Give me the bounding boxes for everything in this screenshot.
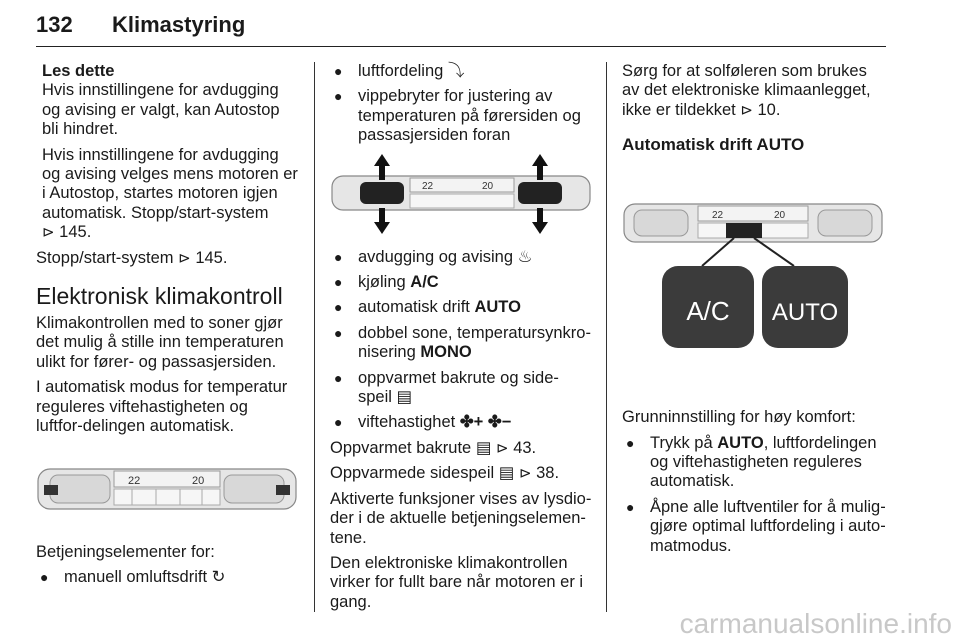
auto-mode-figure [622,192,884,382]
chapter-title: Klimastyring [112,12,246,37]
list-item: ● manuell omluftsdrift ↻ [40,567,226,586]
temperature-rocker-figure [330,154,592,234]
svg-text:20: 20 [482,180,494,192]
list-item: ● viftehastighet ✤+ ✤− [334,413,512,432]
svg-text:22: 22 [422,180,434,192]
note-box [36,62,298,243]
defrost-icon: ♨ [517,247,533,266]
svg-text:AUTO: AUTO [771,299,839,327]
list-item: ● vippebryter for justering av temperaturen på førersiden og passasjersiden foran [334,87,581,145]
column-divider [314,62,315,612]
page-header [36,6,886,47]
paragraph: Sørg for at solføleren som brukes av det elektroniske klimaanlegget, ikke er tildekket ⊳ 10. [622,62,871,119]
recirculation-icon: ↻ [211,567,226,586]
reference-arrow-icon: ⊳ [518,465,532,483]
list-item: ● automatisk drift AUTO [334,298,521,317]
paragraph: Den elektroniske klimakontrollen virker for fullt bare når motoren er i gang. [330,553,584,611]
paragraph: Grunninnstilling for høy komfort: [622,408,856,427]
list-item: ● Trykk på AUTO, luftfordelingen og viftehastigheten reguleres automatisk. [626,433,877,491]
paragraph: Betjeningselementer for: [36,542,215,561]
note-paragraph: Hvis innstillingene for avdugging og avising velges mens motoren er i Autostop, startes motoren igjen automatisk. Stopp/start-system ⊳ 145. [42,145,298,242]
column-1 [36,62,298,593]
column-2 [330,62,592,618]
reference-arrow-icon: ⊳ [740,101,753,119]
svg-text:A/C: A/C [686,296,730,327]
air-distribution-icon: ⤵ [447,62,465,80]
paragraph: Stopp/start-system ⊳ 145. [36,248,228,267]
reference-arrow-icon: ⊳ [178,249,191,267]
list-item: ● dobbel sone, temperatursynkro-nisering MONO [334,323,591,362]
paragraph: Oppvarmede sidespeil ▤ ⊳ 38. [330,464,560,483]
column-3 [622,62,887,562]
svg-text:20: 20 [192,474,205,487]
reference-arrow-icon: ⊳ [496,439,509,457]
svg-text:22: 22 [128,474,141,487]
paragraph: Oppvarmet bakrute ▤ ⊳ 43. [330,438,537,457]
reference-arrow-icon: ⊳ [42,224,55,242]
heated-rear-window-icon: ▤ [475,438,492,457]
fan-speed-icon: ✤+ ✤− [459,413,512,432]
svg-text:20: 20 [774,210,786,222]
climate-panel-figure [36,445,298,535]
list-item: ● oppvarmet bakrute og side-speil ▤ [334,368,559,407]
note-title: Les dette [42,62,115,80]
heated-mirror-icon: ▤ [498,464,515,483]
list-item: ● kjøling A/C [334,273,439,292]
svg-text:22: 22 [712,210,724,222]
page-number: 132 [36,12,73,37]
section-heading: Elektronisk klimakontroll [36,283,283,310]
watermark: carmanualsonline.info [679,608,952,639]
section-heading: Automatisk drift AUTO [622,135,805,155]
column-divider [606,62,607,612]
list-item: ● Åpne alle luftventiler for å mulig-gjøre optimal luftfordeling i auto-matmodus. [626,497,886,555]
list-item: ● luftfordeling ⤵ [334,62,465,80]
paragraph: Aktiverte funksjoner vises av lysdio-der i de aktuelle betjeningselemen-tene. [330,489,592,547]
heated-rear-window-icon: ▤ [396,388,413,407]
paragraph: Klimakontrollen med to soner gjør det mulig å stille inn temperaturen ulikt for fører- og passasjersiden. [36,314,284,371]
list-item: ● avdugging og avising ♨ [334,247,533,266]
paragraph: I automatisk modus for temperatur reguleres viftehastigheten og luftfor-delingen automatisk. [36,378,288,436]
note-paragraph: Hvis innstillingene for avdugging og avising er valgt, kan Autostop bli hindret. [42,81,280,139]
